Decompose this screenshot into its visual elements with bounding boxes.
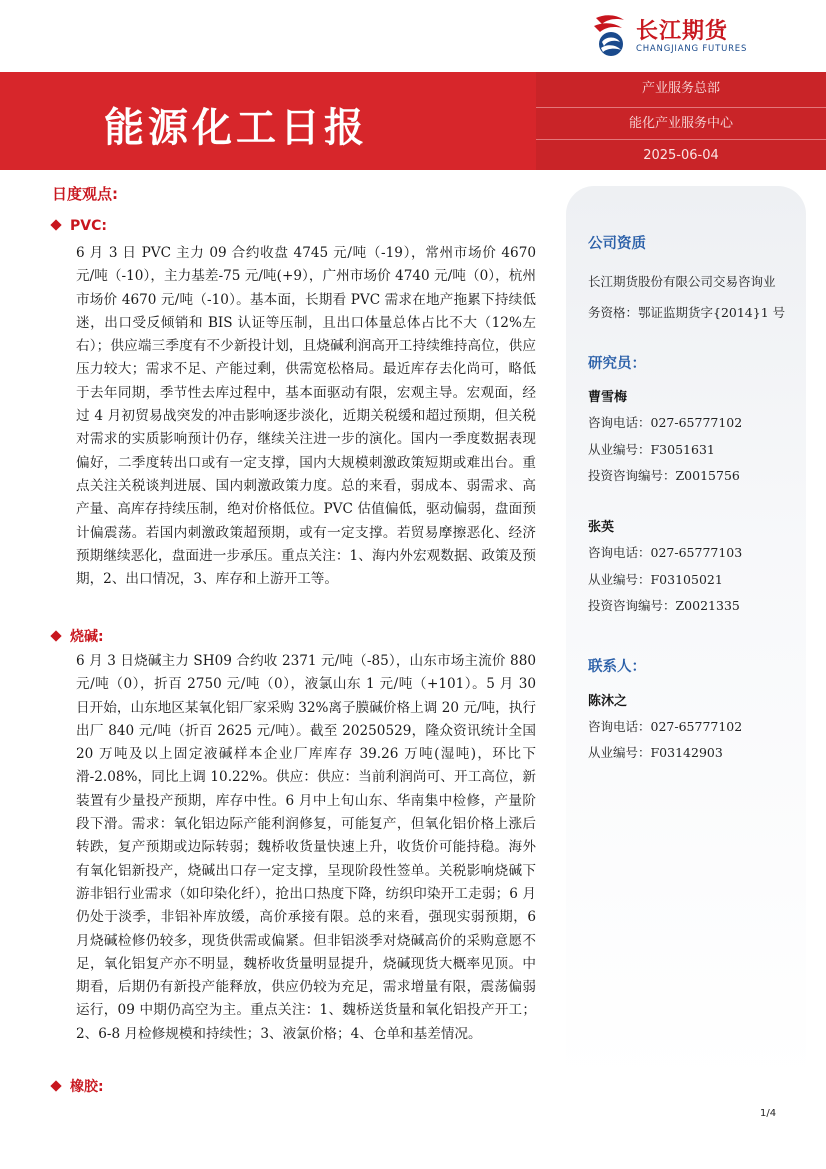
report-banner — [0, 72, 826, 170]
report-title: 能源化工日报 — [104, 105, 368, 151]
contact-name: 陈沐之 — [588, 694, 628, 709]
company-qualification-heading: 公司资质 — [588, 236, 646, 252]
researcher-name: 曹雪梅 — [588, 390, 628, 405]
researcher-license: 从业编号：F3051631 — [588, 442, 715, 457]
contact-phone: 咨询电话：027-65777102 — [588, 719, 743, 734]
section-body-pvc: 6 月 3 日 PVC 主力 09 合约收盘 4745 元/吨（-19），常州市场价 4670 元/吨（-10），主力基差-75 元/吨(+9），广州市场价 4740 元/吨（0），杭州市场价 4670 元/吨（-10）。基本面，长期看 PVC 需求在地产拖累下持续低迷，出口受反倾销和 BIS 认证等压制，且出口体量总体占比不大（12%左右）；供应端三季度有不少新投计划，且烧碱利润高开工持续维持高位，供应压力较大；需求不足、产能过剩，供需宽松格局。最近库存去化尚可，略低于去年同期，季节性去库过程中，基本面驱动有限，宏观主导。宏观面，经过 4 月初贸易战突发的冲击影响逐步淡化，近期关税缓和超过预期，但关税对需求的实质影响预计仍存，继续关注进一步的演化。国内一季度数据表现偏好，二季度转出口或有一定支撑，国内大规模刺激政策短期或难出台。重点关注关税谈判进展、国内刺激政策力度。总的来看，弱成本、弱需求、高产量、高库存持续压制，绝对价格低位。PVC 估值偏低，驱动偏弱，盘面预计偏震荡。若国内刺激政策超预期，或有一定支撑。若贸易摩擦恶化、经济预期继续恶化，盘面进一步承压。重点关注：1、海内外宏观数据、政策及预期，2、出口情况，3、库存和上游开工等。 — [76, 245, 536, 588]
section-title: 橡胶: — [70, 1079, 104, 1095]
company-logo — [590, 12, 770, 60]
section-heading-rubber — [52, 1076, 104, 1096]
logo-chinese-text: 长江期货 — [636, 19, 729, 44]
contact-heading: 联系人： — [588, 659, 646, 675]
banner-info-block — [536, 72, 826, 170]
researcher-phone: 咨询电话：027-65777103 — [588, 545, 743, 560]
report-date: 2025-06-04 — [536, 139, 826, 172]
contact-license: 从业编号：F03142903 — [588, 745, 723, 760]
researcher-phone: 咨询电话：027-65777102 — [588, 415, 743, 430]
section-body-caustic-soda: 6 月 3 日烧碱主力 SH09 合约收 2371 元/吨（-85），山东市场主流价 880 元/吨（0），折百 2750 元/吨（0），液氯山东 1 元/吨（+101）。5 月 30 日开始，山东地区某氧化铝厂家采购 32%离子膜碱价格上调 20 元/吨，执行出厂 840 元/吨（折百 2625 元/吨）。截至 20250529，隆众资讯统计全国 20 万吨及以上固定液碱样本企业厂库库存 39.26 万吨(湿吨)，环比下滑-2.08%，同比上调 10.22%。供应：供应：当前利润尚可、开工高位，新装置有少量投产预期，库存中性。6 月中上旬山东、华南集中检修，产量阶段下滑。需求：氧化铝边际产能利润修复，可能复产，但氧化铝价格上涨后转跌，复产预期或边际转弱；魏桥收货量快速上升，收货价可能持稳。海外有氧化铝新投产，烧碱出口存一定支撑，呈现阶段性签单。关税影响烧碱下游非铝行业需求（如印染化纤），抢出口热度下降，纺织印染开工走弱；6 月仍处于淡季，非铝补库放缓，高价承接有限。总的来看，强现实弱预期，6 月烧碱检修仍较多，现货供需或偏紧。但非铝淡季对烧碱高价的采购意愿不足，氧化铝复产亦不明显，魏桥收货量明显提升，烧碱现货大概率见顶。中期看，后期仍有新投产能释放，供应仍较为充足，需求增量有限，震荡偏弱运行，09 中期仍高空为主。重点关注：1、魏桥送货量和氧化铝投产开工；2、6-8 月检修规模和持续性；3、液氯价格；4、仓单和基差情况。 — [76, 653, 536, 1042]
researcher-advisory-number: 投资咨询编号：Z0015756 — [588, 468, 740, 483]
department-label: 产业服务总部 — [641, 81, 720, 96]
diamond-bullet-icon — [50, 219, 61, 230]
researcher-heading: 研究员： — [588, 356, 646, 372]
diamond-bullet-icon — [50, 630, 61, 641]
section-heading-caustic-soda — [52, 626, 104, 646]
page-number: 1/4 — [760, 1108, 777, 1119]
section-heading-pvc — [52, 218, 107, 234]
researcher-license: 从业编号：F03105021 — [588, 572, 723, 587]
logo-english-text: CHANGJIANG FUTURES — [636, 44, 748, 54]
section-title: 烧碱: — [70, 629, 104, 645]
section-title: PVC: — [70, 218, 107, 234]
company-qualification-line-2: 务资格：鄂证监期货字{2014}1 号 — [588, 305, 786, 320]
researcher-advisory-number: 投资咨询编号：Z0021335 — [588, 598, 740, 613]
banner-title-block — [0, 72, 536, 170]
researcher-name: 张英 — [588, 520, 615, 535]
center-label: 能化产业服务中心 — [536, 107, 826, 140]
info-sidebar — [566, 186, 806, 1086]
changjiang-swirl-icon — [590, 12, 632, 60]
company-qualification-line-1: 长江期货股份有限公司交易咨询业 — [588, 274, 776, 289]
daily-view-heading: 日度观点: — [52, 185, 118, 203]
diamond-bullet-icon — [50, 1080, 61, 1091]
